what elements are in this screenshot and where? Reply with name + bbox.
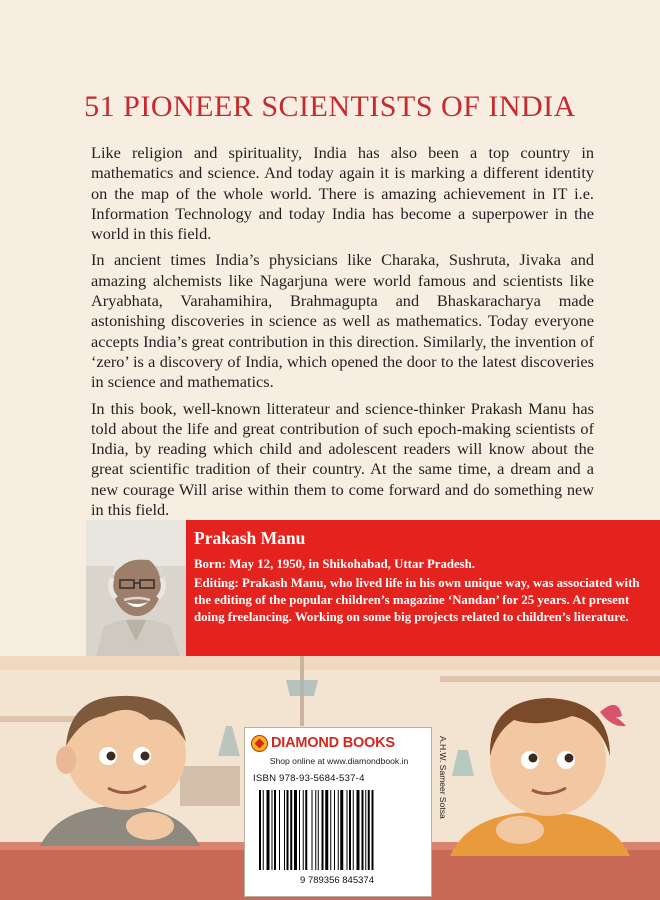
barcode-bar <box>347 790 348 870</box>
shop-online-text: Shop online at www.diamondbook.in <box>269 756 409 766</box>
barcode-bar <box>368 790 370 870</box>
barcode-bar <box>353 790 354 870</box>
barcode-bar <box>312 790 313 870</box>
barcode-bar <box>325 790 328 870</box>
barcode-bar <box>305 790 307 870</box>
illustration-credit: A.H.W. Sameer Sotsa <box>438 736 448 819</box>
barcode-bar <box>287 790 289 870</box>
barcode-bar <box>365 790 366 870</box>
publisher-logo <box>251 734 427 754</box>
diamond-logo-icon <box>251 735 268 752</box>
barcode-bar <box>372 790 374 870</box>
author-box <box>86 520 660 656</box>
barcode-bar <box>274 790 276 870</box>
barcode-bar <box>303 790 304 870</box>
blurb <box>91 143 594 526</box>
blurb-paragraph-2: In ancient times India’s physicians like Charaka, Sushruta, Jivaka and amazing alchemists like Nagarjuna were world famous and scientists like Aryabhata, Varahamihira, Brahmagupta and Bhaskaracharya made astonishing discoveries in science as well as mathematics. Today everyone accepts India’s great contribution in this direction. Similarly, the invention of ‘zero’ is a discovery of India, which opened the door to the latest discoveries in science and mathematics. <box>91 250 594 392</box>
barcode-bar <box>362 790 364 870</box>
barcode-bar <box>330 790 331 870</box>
book-title: 51 PIONEER SCIENTISTS OF INDIA <box>84 90 576 123</box>
barcode <box>253 788 421 886</box>
author-bio <box>194 556 640 628</box>
barcode-bar <box>315 790 316 870</box>
barcode-bar <box>299 790 300 870</box>
barcode-bar <box>357 790 360 870</box>
publisher-name: DIAMOND BOOKS <box>271 735 395 751</box>
blurb-paragraph-3: In this book, well-known litterateur and science-thinker Prakash Manu has told about the life and great contribution of such epoch-making scientists of India, by reading which child and adolescent readers will know about the great scientific tradition of their country. At the same time, a dream and a new courage Will arise within them to come forward and do something new in this field. <box>91 398 594 520</box>
barcode-bar <box>340 790 343 870</box>
author-name: Prakash Manu <box>194 528 306 548</box>
publisher-barcode-box <box>244 727 432 897</box>
isbn-number: ISBN 978-93-5684-537-4 <box>253 773 365 784</box>
barcode-bar <box>284 790 285 870</box>
barcode-bar <box>318 790 319 870</box>
barcode-bar <box>294 790 297 870</box>
barcode-bar <box>322 790 324 870</box>
barcode-bar <box>272 790 273 870</box>
barcode-bar <box>263 790 264 870</box>
author-born: Born: May 12, 1950, in Shikohabad, Uttar Pradesh. <box>194 557 475 571</box>
barcode-bar <box>338 790 339 870</box>
barcode-bar <box>290 790 292 870</box>
barcode-bar <box>334 790 335 870</box>
barcode-bar <box>349 790 351 870</box>
barcode-bar <box>259 790 261 870</box>
barcode-bar <box>279 790 280 870</box>
barcode-number: 9 789356 845374 <box>300 875 374 886</box>
author-photo <box>86 520 186 656</box>
barcode-bar <box>267 790 270 870</box>
author-editing: Editing: Prakash Manu, who lived life in his own unique way, was associated with the editing of the popular children’s magazine ‘Nandan’ for 25 years. At present doing freelancing. Working on some big projects related to children’s literature. <box>194 576 640 624</box>
blurb-paragraph-1: Like religion and spirituality, India has also been a top country in mathematics and science. And today again it is marking a different identity on the map of the whole world. There is amazing achievement in IT i.e. Information Technology and today India has become a superpower in the world in this field. <box>91 143 594 244</box>
